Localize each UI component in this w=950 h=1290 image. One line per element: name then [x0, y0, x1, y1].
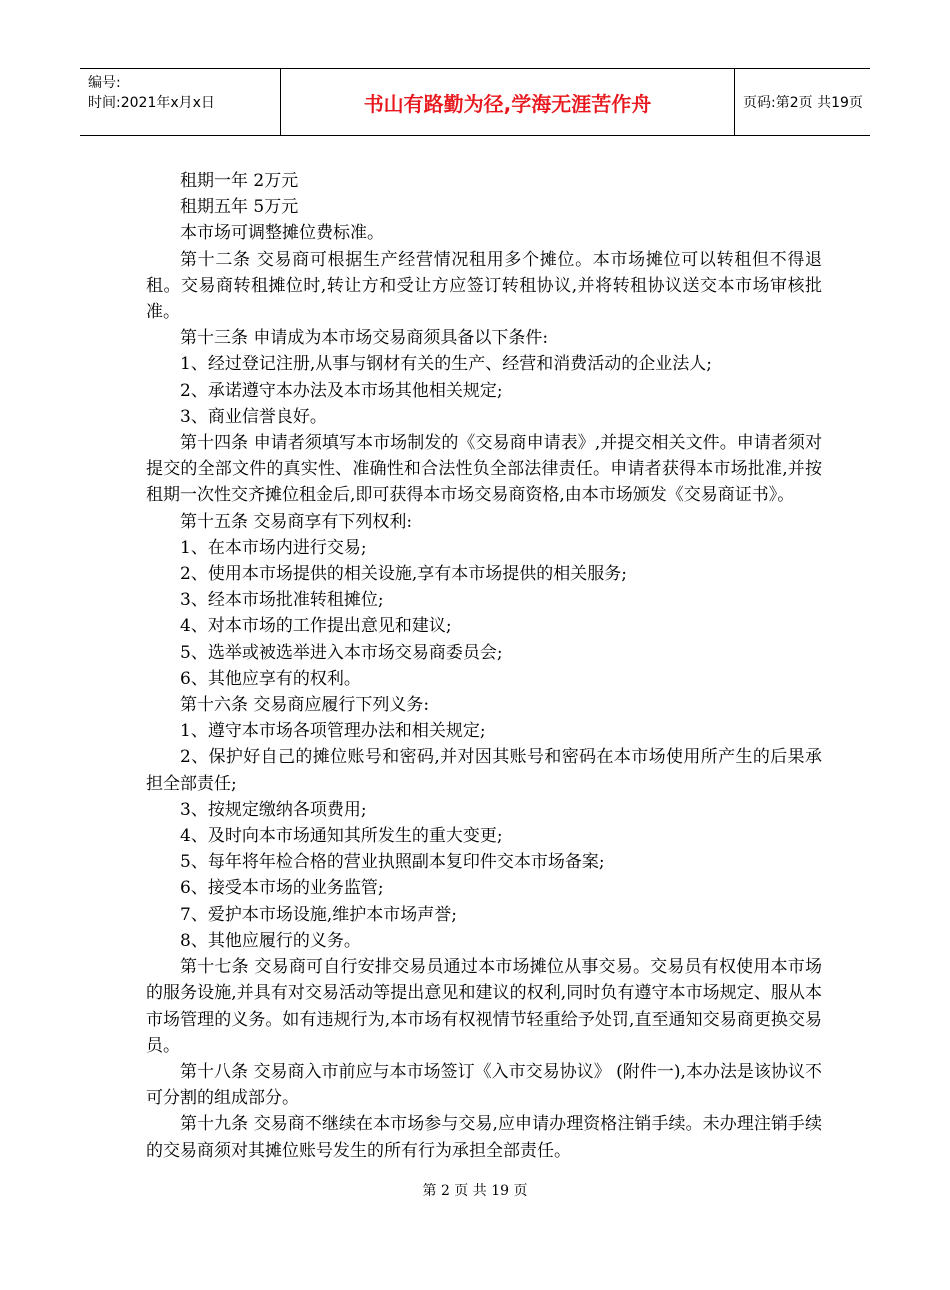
- header-meta-cell: [80, 69, 281, 135]
- body-paragraph: 7、爱护本市场设施,维护本市场声誉;: [180, 904, 457, 925]
- body-paragraph: 8、其他应履行的义务。: [180, 930, 361, 951]
- body-paragraph: 4、及时向本市场通知其所发生的重大变更;: [180, 826, 503, 847]
- document-time-label: 时间:2021年x月x日: [88, 95, 215, 111]
- body-paragraph: 第十二条 交易商可根据生产经营情况租用多个摊位。本市场摊位可以转租但不得退租。交易商转租摊位时,转让方和受让方应签订转租协议,并将转租协议送交本市场审核批准。: [146, 249, 822, 323]
- body-paragraph: 第十五条 交易商享有下列权利:: [180, 511, 413, 532]
- body-paragraph: 第十四条 申请者须填写本市场制发的《交易商申请表》,并提交相关文件。申请者须对提交的全部文件的真实性、准确性和合法性负全部法律责任。申请者获得本市场批准,并按租期一次性交齐摊位租金后,即可获得本市场交易商资格,由本市场颁发《交易商证书》。: [146, 433, 822, 506]
- body-paragraph: 6、其他应享有的权利。: [180, 668, 361, 689]
- body-paragraph: 5、选举或被选举进入本市场交易商委员会;: [180, 642, 503, 663]
- body-paragraph: 第十六条 交易商应履行下列义务:: [180, 695, 430, 716]
- body-paragraph: 2、使用本市场提供的相关设施,享有本市场提供的相关服务;: [180, 564, 627, 585]
- body-paragraph: 第十七条 交易商可自行安排交易员通过本市场摊位从事交易。交易员有权使用本市场的服务设施,并具有对交易活动等提出意见和建议的权利,同时负有遵守本市场规定、服从本市场管理的义务。如有违规行为,本市场有权视情节轻重给予处罚,直至通知交易商更换交易员。: [146, 957, 822, 1056]
- header-page-info: 页码:第2页 共19页: [743, 95, 863, 111]
- body-paragraph: 2、承诺遵守本办法及本市场其他相关规定;: [180, 380, 503, 401]
- page-footer: 第 2 页 共 19 页: [422, 1183, 528, 1199]
- body-paragraph: 3、按规定缴纳各项费用;: [180, 799, 367, 820]
- body-paragraph: 2、保护好自己的摊位账号和密码,并对因其账号和密码在本市场使用所产生的后果承担全部责任;: [146, 747, 822, 794]
- body-paragraph: 租期一年 2万元: [180, 171, 299, 191]
- header-slogan: 书山有路勤为径,学海无涯苦作舟: [281, 69, 735, 135]
- body-paragraph: 第十九条 交易商不继续在本市场参与交易,应申请办理资格注销手续。未办理注销手续的交易商须对其摊位账号发生的所有行为承担全部责任。: [146, 1114, 822, 1161]
- document-number-label: 编号:: [88, 75, 121, 91]
- body-paragraph: 3、商业信誉良好。: [180, 406, 327, 427]
- body-paragraph: 本市场可调整摊位费标准。: [180, 223, 384, 244]
- body-paragraph: 1、经过登记注册,从事与钢材有关的生产、经营和消费活动的企业法人;: [180, 354, 712, 375]
- body-paragraph: 4、对本市场的工作提出意见和建议;: [180, 616, 452, 637]
- body-paragraph: 3、经本市场批准转租摊位;: [180, 590, 384, 611]
- body-paragraph: 1、遵守本市场各项管理办法和相关规定;: [180, 721, 486, 742]
- page-header: [80, 68, 870, 136]
- body-paragraph: 6、接受本市场的业务监管;: [180, 878, 384, 899]
- body-paragraph: 租期五年 5万元: [180, 197, 299, 218]
- body-paragraph: 第十三条 申请成为本市场交易商须具备以下条件:: [180, 328, 549, 349]
- body-paragraph: 1、在本市场内进行交易;: [180, 537, 367, 558]
- document-body: [146, 168, 822, 1164]
- body-paragraph: 5、每年将年检合格的营业执照副本复印件交本市场备案;: [180, 852, 605, 873]
- body-paragraph: 第十八条 交易商入市前应与本市场签订《入市交易协议》 (附件一),本办法是该协议不可分割的组成部分。: [146, 1061, 822, 1109]
